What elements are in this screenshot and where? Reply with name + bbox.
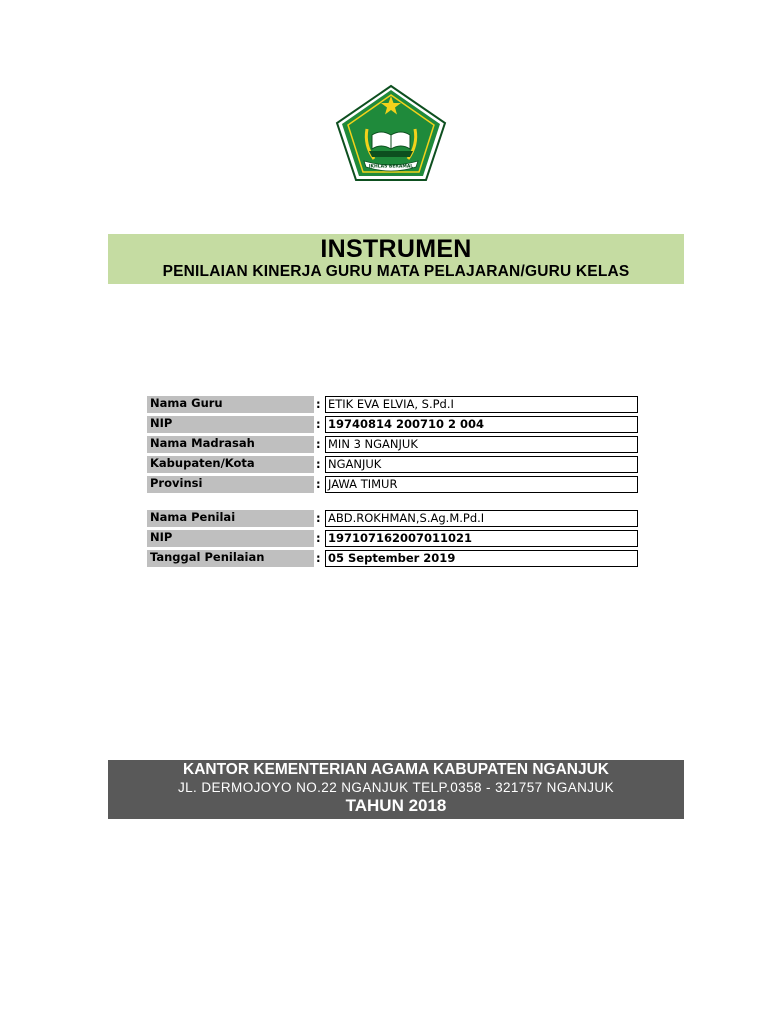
- footer-band: [108, 760, 684, 819]
- field-label: NIP: [147, 416, 314, 433]
- info-row-nama-madrasah: [147, 436, 639, 456]
- field-label: NIP: [147, 530, 314, 547]
- page-subtitle: PENILAIAN KINERJA GURU MATA PELAJARAN/GURU KELAS: [162, 263, 630, 280]
- field-value: 19740814 200710 2 004: [325, 416, 638, 433]
- field-label: Tanggal Penilaian: [147, 550, 314, 567]
- colon: :: [316, 397, 321, 411]
- colon: :: [316, 511, 321, 525]
- office-address: JL. DERMOJOYO NO.22 NGANJUK TELP.0358 - 321757 NGANJUK: [177, 780, 614, 795]
- colon: :: [316, 457, 321, 471]
- field-value: JAWA TIMUR: [325, 476, 638, 493]
- info-row-nama-guru: [147, 396, 639, 416]
- field-value: NGANJUK: [325, 456, 638, 473]
- field-value: ETIK EVA ELVIA, S.Pd.I: [325, 396, 638, 413]
- info-row-nama-penilai: [147, 510, 639, 530]
- office-name: KANTOR KEMENTERIAN AGAMA KABUPATEN NGANJUK: [183, 761, 609, 778]
- colon: :: [316, 477, 321, 491]
- field-label: Kabupaten/Kota: [147, 456, 314, 473]
- title-band: [108, 234, 684, 284]
- field-value: ABD.ROKHMAN,S.Ag.M.Pd.I: [325, 510, 638, 527]
- assessor-info-table: [147, 510, 639, 570]
- field-label: Nama Guru: [147, 396, 314, 413]
- info-row-nip-penilai: [147, 530, 639, 550]
- info-row-tanggal-penilaian: [147, 550, 639, 570]
- field-value: MIN 3 NGANJUK: [325, 436, 638, 453]
- info-row-kabupaten: [147, 456, 639, 476]
- colon: :: [316, 551, 321, 565]
- info-row-nip: [147, 416, 639, 436]
- colon: :: [316, 417, 321, 431]
- field-label: Provinsi: [147, 476, 314, 493]
- field-label: Nama Penilai: [147, 510, 314, 527]
- colon: :: [316, 531, 321, 545]
- teacher-info-table: [147, 396, 639, 496]
- year-label: TAHUN 2018: [345, 796, 447, 815]
- page-title: INSTRUMEN: [320, 235, 472, 263]
- svg-text:IKHLAS BERAMAL: IKHLAS BERAMAL: [368, 164, 414, 170]
- colon: :: [316, 437, 321, 451]
- field-value: 197107162007011021: [325, 530, 638, 547]
- field-value: 05 September 2019: [325, 550, 638, 567]
- kemenag-emblem-icon: [334, 83, 448, 183]
- field-label: Nama Madrasah: [147, 436, 314, 453]
- info-row-provinsi: [147, 476, 639, 496]
